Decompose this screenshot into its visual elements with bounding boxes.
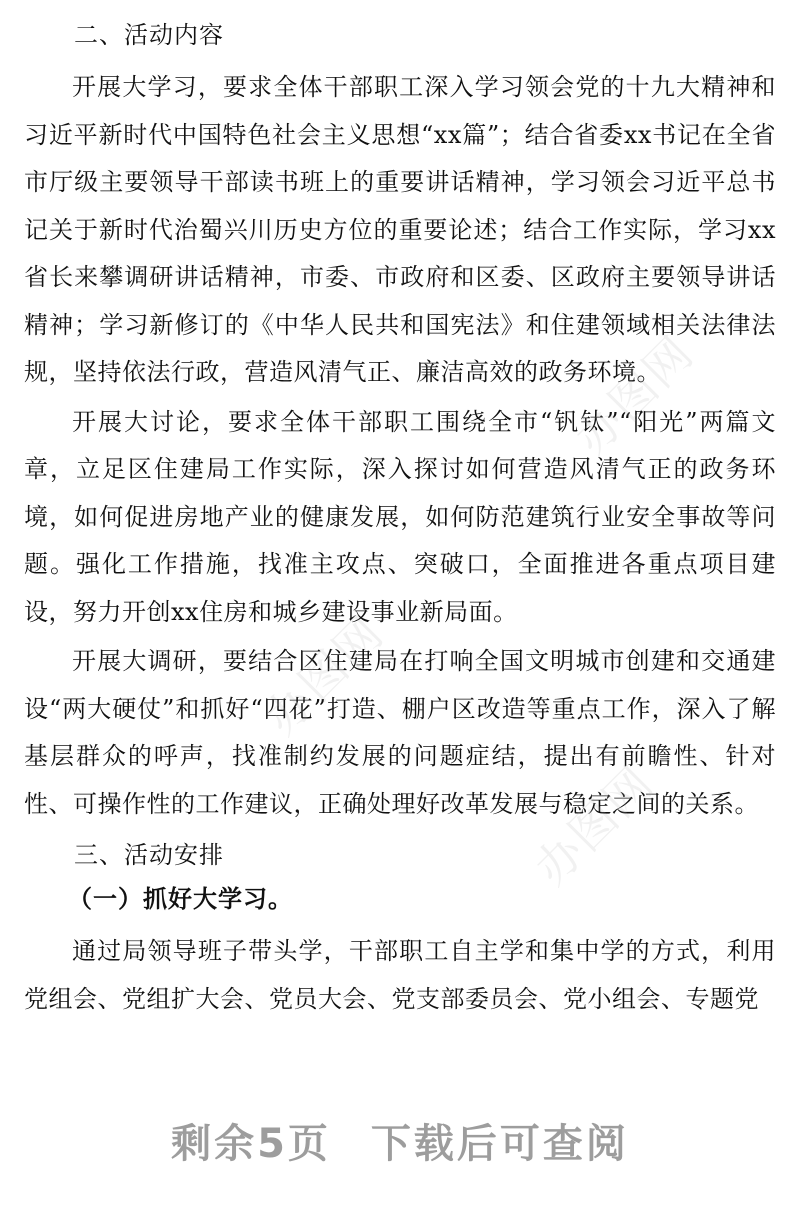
document-page xyxy=(24,16,776,1023)
paragraph-research: 开展大调研，要结合区住建局在打响全国文明城市创建和交通建设“两大硬仗”和抓好“四花”打造、棚户区改造等重点工作，深入了解基层群众的呼声，找准制约发展的问题症结，提出有前瞻性、针对性、可操作性的工作建议，正确处理好改革发展与稳定之间的关系。 xyxy=(24,647,776,818)
section-heading-activity-content: 二、活动内容 xyxy=(74,21,224,49)
paragraph-study: 开展大学习，要求全体干部职工深入学习领会党的十九大精神和习近平新时代中国特色社会主义思想“xx篇”；结合省委xx书记在全省市厅级主要领导干部读书班上的重要讲话精神，学习领会习近平总书记关于新时代治蜀兴川历史方位的重要论述；结合工作实际，学习xx省长来攀调研讲话精神，市委、市政府和区委、区政府主要领导讲话精神；学习新修订的《中华人民共和国宪法》和住建领域相关法律法规，坚持依法行政，营造风清气正、廉洁高效的政务环境。 xyxy=(24,73,776,386)
paragraph-discussion: 开展大讨论，要求全体干部职工围绕全市“钒钛”“阳光”两篇文章，立足区住建局工作实际，深入探讨如何营造风清气正的政务环境，如何促进房地产业的健康发展，如何防范建筑行业安全事故等问题。强化工作措施，找准主攻点、突破口，全面推进各重点项目建设，努力开创xx住房和城乡建设事业新局面。 xyxy=(24,407,776,626)
download-to-view-label: 下载后可查阅 xyxy=(370,1121,629,1167)
download-prompt-banner[interactable] xyxy=(0,1112,800,1169)
paragraph-study-method: 通过局领导班子带头学，干部职工自主学和集中学的方式，利用党组会、党组扩大会、党员大会、党支部委员会、党小组会、专题党 xyxy=(24,937,776,1013)
watermark: 办图网 xyxy=(254,605,395,746)
section-heading-activity-arrangement: 三、活动安排 xyxy=(74,841,224,869)
watermark: 办图网 xyxy=(524,755,665,896)
remaining-pages-label: 剩余5页 xyxy=(171,1121,331,1167)
watermark: 办图网 xyxy=(564,325,705,466)
subsection-heading-study: （一）抓好大学习。 xyxy=(68,884,293,913)
